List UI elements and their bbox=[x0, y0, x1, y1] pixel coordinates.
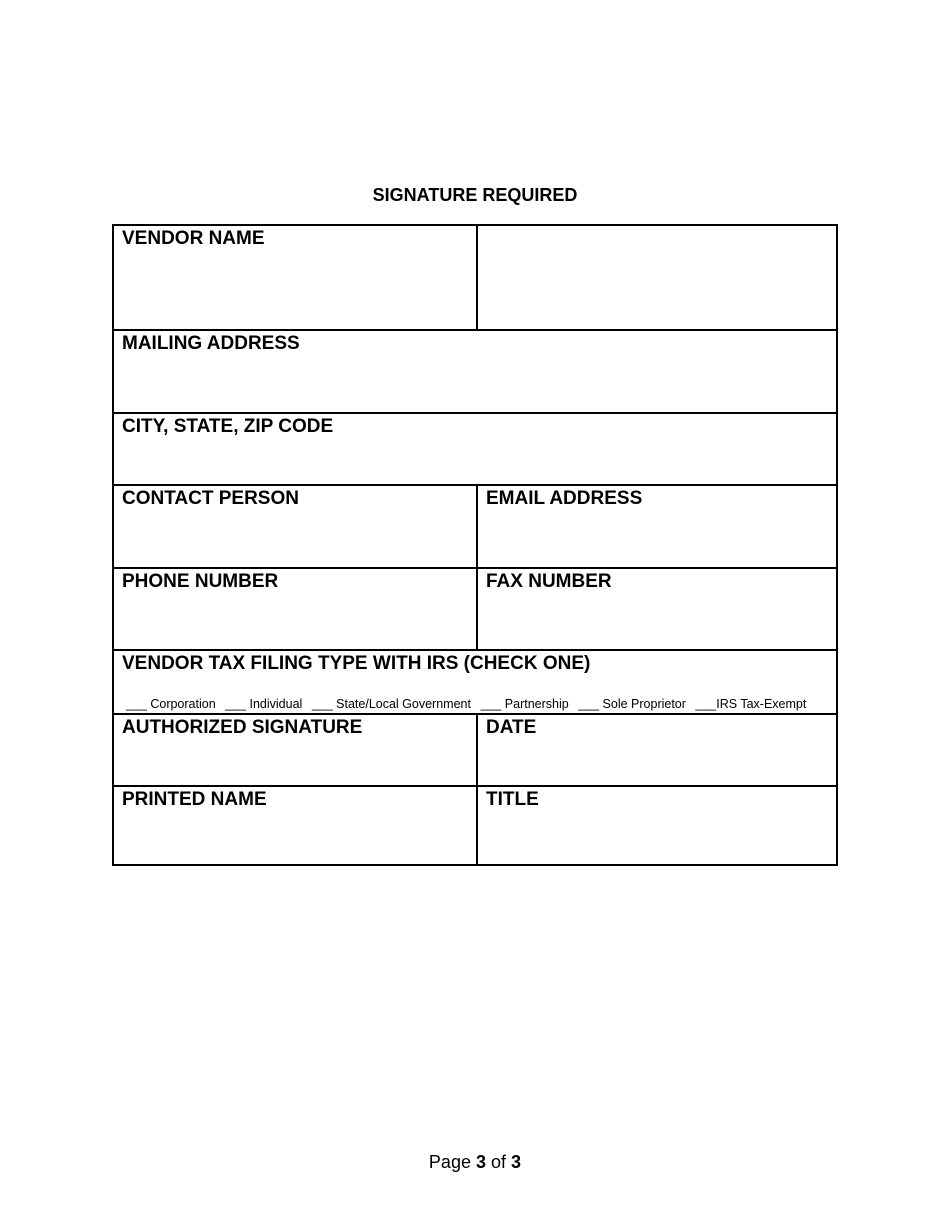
form-title: SIGNATURE REQUIRED bbox=[372, 185, 578, 205]
vendor-name-label: VENDOR NAME bbox=[122, 228, 265, 249]
tax-filing-label: VENDOR TAX FILING TYPE WITH IRS (CHECK ONE) bbox=[122, 653, 591, 674]
tax-option-irs-tax-exempt[interactable] bbox=[695, 697, 806, 711]
fax-number-label: FAX NUMBER bbox=[486, 571, 612, 592]
phone-number-label: PHONE NUMBER bbox=[122, 571, 279, 592]
phone-number-cell[interactable] bbox=[114, 569, 478, 649]
contact-person-cell[interactable] bbox=[114, 486, 478, 567]
tax-option-label: Partnership bbox=[504, 697, 569, 711]
tax-option-label: Corporation bbox=[150, 697, 216, 711]
mailing-address-label: MAILING ADDRESS bbox=[122, 333, 300, 354]
city-state-zip-row bbox=[114, 414, 836, 486]
mailing-address-row bbox=[114, 331, 836, 414]
of-word: of bbox=[491, 1152, 507, 1172]
signature-date-row bbox=[114, 715, 836, 787]
vendor-name-cell[interactable] bbox=[114, 226, 478, 329]
contact-email-row bbox=[114, 486, 836, 569]
title-label: TITLE bbox=[486, 789, 539, 810]
city-state-zip-label: CITY, STATE, ZIP CODE bbox=[122, 416, 334, 437]
checkbox-blank: ___ bbox=[695, 697, 717, 711]
tax-filing-options bbox=[126, 697, 812, 711]
tax-filing-cell bbox=[114, 651, 836, 713]
email-address-cell[interactable] bbox=[478, 486, 836, 567]
checkbox-blank: ___ bbox=[311, 697, 333, 711]
page-footer bbox=[0, 1152, 950, 1173]
authorized-signature-label: AUTHORIZED SIGNATURE bbox=[122, 717, 363, 738]
page-word: Page bbox=[428, 1152, 471, 1172]
tax-option-sole-proprietor[interactable] bbox=[578, 697, 686, 711]
tax-option-partnership[interactable] bbox=[480, 697, 568, 711]
checkbox-blank: ___ bbox=[480, 697, 502, 711]
vendor-name-row bbox=[114, 226, 836, 331]
city-state-zip-cell[interactable] bbox=[114, 414, 836, 484]
tax-option-label: Individual bbox=[249, 697, 303, 711]
checkbox-blank: ___ bbox=[126, 697, 147, 711]
tax-option-label: Sole Proprietor bbox=[602, 697, 686, 711]
title-cell[interactable] bbox=[478, 787, 836, 864]
checkbox-blank: ___ bbox=[578, 697, 600, 711]
current-page-number: 3 bbox=[475, 1152, 486, 1172]
mailing-address-cell[interactable] bbox=[114, 331, 836, 412]
tax-option-label: State/Local Government bbox=[336, 697, 471, 711]
fax-number-cell[interactable] bbox=[478, 569, 836, 649]
date-cell[interactable] bbox=[478, 715, 836, 785]
vendor-form-table bbox=[112, 224, 838, 866]
printed-name-label: PRINTED NAME bbox=[122, 789, 267, 810]
total-pages-number: 3 bbox=[511, 1152, 522, 1172]
phone-fax-row bbox=[114, 569, 836, 651]
tax-option-individual[interactable] bbox=[225, 697, 302, 711]
authorized-signature-cell[interactable] bbox=[114, 715, 478, 785]
date-label: DATE bbox=[486, 717, 537, 738]
contact-person-label: CONTACT PERSON bbox=[122, 488, 299, 509]
tax-option-corporation[interactable] bbox=[126, 697, 216, 711]
printed-name-title-row bbox=[114, 787, 836, 864]
vendor-name-value-cell[interactable] bbox=[478, 226, 836, 329]
checkbox-blank: ___ bbox=[225, 697, 247, 711]
tax-option-label: IRS Tax-Exempt bbox=[716, 697, 807, 711]
tax-filing-row bbox=[114, 651, 836, 715]
printed-name-cell[interactable] bbox=[114, 787, 478, 864]
email-address-label: EMAIL ADDRESS bbox=[486, 488, 643, 509]
tax-option-state-local-government[interactable] bbox=[312, 697, 471, 711]
